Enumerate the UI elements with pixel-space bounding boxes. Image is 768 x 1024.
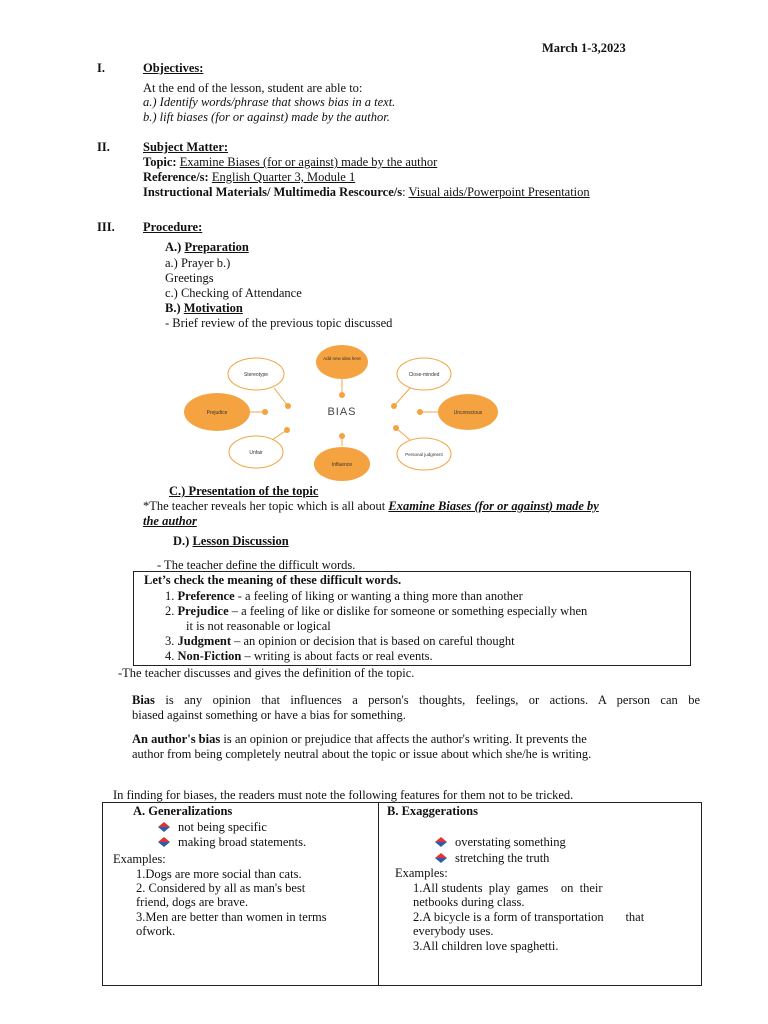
label-left: Prejudice [206, 410, 228, 416]
section-1-title: Objectives: [143, 61, 204, 75]
dot-bottom [339, 433, 345, 439]
col-b-example-3: 3.All children love spaghetti. [413, 939, 559, 953]
label-bottom: Influence [331, 462, 353, 468]
section-3-title: Procedure: [143, 220, 203, 234]
motivation-heading: B.) Motivation [165, 301, 243, 315]
table-divider [378, 803, 379, 985]
materials-line: Instructional Materials/ Multimedia Rescource/s: Visual aids/Powerpoint Presentation [143, 185, 590, 199]
section-1-number: I. [97, 61, 105, 75]
node-top [316, 345, 368, 379]
label-top-left: Stereotype [243, 372, 269, 378]
vocab-item-2: 2. Prejudice – a feeling of like or dislike for someone or something especially when [165, 604, 588, 618]
col-a-bullet-2: making broad statements. [158, 835, 306, 850]
col-a-example-3-cont: ofwork. [136, 924, 176, 938]
label-top-right: Close-minded [408, 372, 440, 378]
section-2-number: II. [97, 140, 110, 154]
objective-a: a.) Identify words/phrase that shows bias in a text. [143, 95, 396, 109]
bias-definition: Bias is any opinion that influences a person's thoughts, feelings, or actions. A person can be biased against something or have a bias for something. [132, 693, 700, 722]
objectives-intro: At the end of the lesson, student are able to: [143, 81, 363, 95]
col-b-bullet-1: overstating something [435, 835, 566, 850]
dot-bottom-left [284, 427, 290, 433]
col-b-example-1: 1.All students play games on their [413, 881, 603, 895]
arrow-bullet-icon [158, 837, 170, 847]
discussion-heading: D.) Lesson Discussion [173, 534, 289, 548]
col-b-examples-label: Examples: [395, 866, 448, 880]
label-center: BIAS [327, 406, 357, 418]
col-a-example-1: 1.Dogs are more social than cats. [136, 867, 302, 881]
topic-value: Examine Biases (for or against) made by the author [179, 155, 438, 169]
reference-label: Reference/s: [143, 170, 209, 184]
arrow-bullet-icon [435, 853, 447, 863]
vocabulary-header: Let’s check the meaning of these difficult words. [144, 573, 402, 587]
col-b-bullet-2: stretching the truth [435, 851, 549, 866]
materials-label: Instructional Materials/ Multimedia Rescource/s [143, 185, 403, 199]
topic-label: Topic: [143, 155, 177, 169]
section-3-number: III. [97, 220, 115, 234]
col-a-example-2-cont: friend, dogs are brave. [136, 895, 249, 909]
preparation-line-1: a.) Prayer b.) [165, 256, 231, 270]
vocab-item-2-cont: it is not reasonable or logical [186, 619, 331, 633]
col-a-title: A. Generalizations [133, 804, 233, 818]
section-2-title: Subject Matter: [143, 140, 229, 154]
discussion-line-1: - The teacher define the difficult words. [157, 558, 356, 572]
dot-left [262, 409, 268, 415]
label-right: Unconscious [453, 410, 483, 416]
col-a-example-2: 2. Considered by all as man's best [136, 881, 306, 895]
dot-right [417, 409, 423, 415]
label-top: Add new idea here [323, 356, 361, 361]
col-a-examples-label: Examples: [113, 852, 166, 866]
dot-top-left [285, 403, 291, 409]
col-b-example-2: 2.A bicycle is a form of transportation that [413, 910, 645, 924]
dot-bottom-right [393, 425, 399, 431]
vocab-item-4: 4. Non-Fiction – writing is about facts or real events. [165, 649, 433, 663]
dot-top-right [391, 403, 397, 409]
materials-value: Visual aids/Powerpoint Presentation [408, 185, 590, 199]
vocabulary-box [133, 571, 691, 666]
lesson-date: March 1-3,2023 [542, 41, 626, 55]
objective-b: b.) lift biases (for or against) made by the author. [143, 110, 390, 124]
reference-value: English Quarter 3, Module 1 [211, 170, 356, 184]
presentation-line-1: *The teacher reveals her topic which is all about Examine Biases (for or against) made by [143, 499, 599, 513]
connector-top-left [274, 388, 288, 406]
vocab-item-3: 3. Judgment – an opinion or decision that is based on careful thought [165, 634, 515, 648]
arrow-bullet-icon [435, 837, 447, 847]
preparation-line-2: Greetings [165, 271, 214, 285]
reference-line [143, 170, 355, 185]
author-bias-definition: An author's bias is an opinion or prejudice that affects the author's writing. It prevents the author from being completely neutral about the topic or issue about which she/he is writing. [132, 732, 592, 761]
preparation-line-3: c.) Checking of Attendance [165, 286, 302, 300]
col-b-title: B. Exaggerations [387, 804, 478, 818]
presentation-heading: C.) Presentation of the topic [169, 484, 319, 498]
col-b-example-1-cont: netbooks during class. [413, 895, 525, 909]
label-bottom-left: Unfair [249, 450, 263, 456]
col-a-example-3: 3.Men are better than women in terms [136, 910, 327, 924]
topic-line [143, 155, 437, 170]
connector-top-right [394, 388, 410, 406]
label-bottom-right: Personal judgment [405, 452, 443, 457]
bias-concept-diagram [172, 340, 512, 482]
discussion-intro: -The teacher discusses and gives the definition of the topic. [118, 666, 415, 680]
dot-top [339, 392, 345, 398]
features-intro: In finding for biases, the readers must note the following features for them not to be tricked. [113, 788, 574, 802]
motivation-line-1: - Brief review of the previous topic discussed [165, 316, 393, 330]
preparation-heading: A.) Preparation [165, 240, 249, 254]
vocab-item-1: 1. Preference - a feeling of liking or wanting a thing more than another [165, 589, 523, 603]
arrow-bullet-icon [158, 822, 170, 832]
col-a-bullet-1: not being specific [158, 820, 267, 835]
presentation-line-2: the author [143, 514, 197, 528]
col-b-example-2-cont: everybody uses. [413, 924, 494, 938]
features-table [102, 802, 702, 986]
